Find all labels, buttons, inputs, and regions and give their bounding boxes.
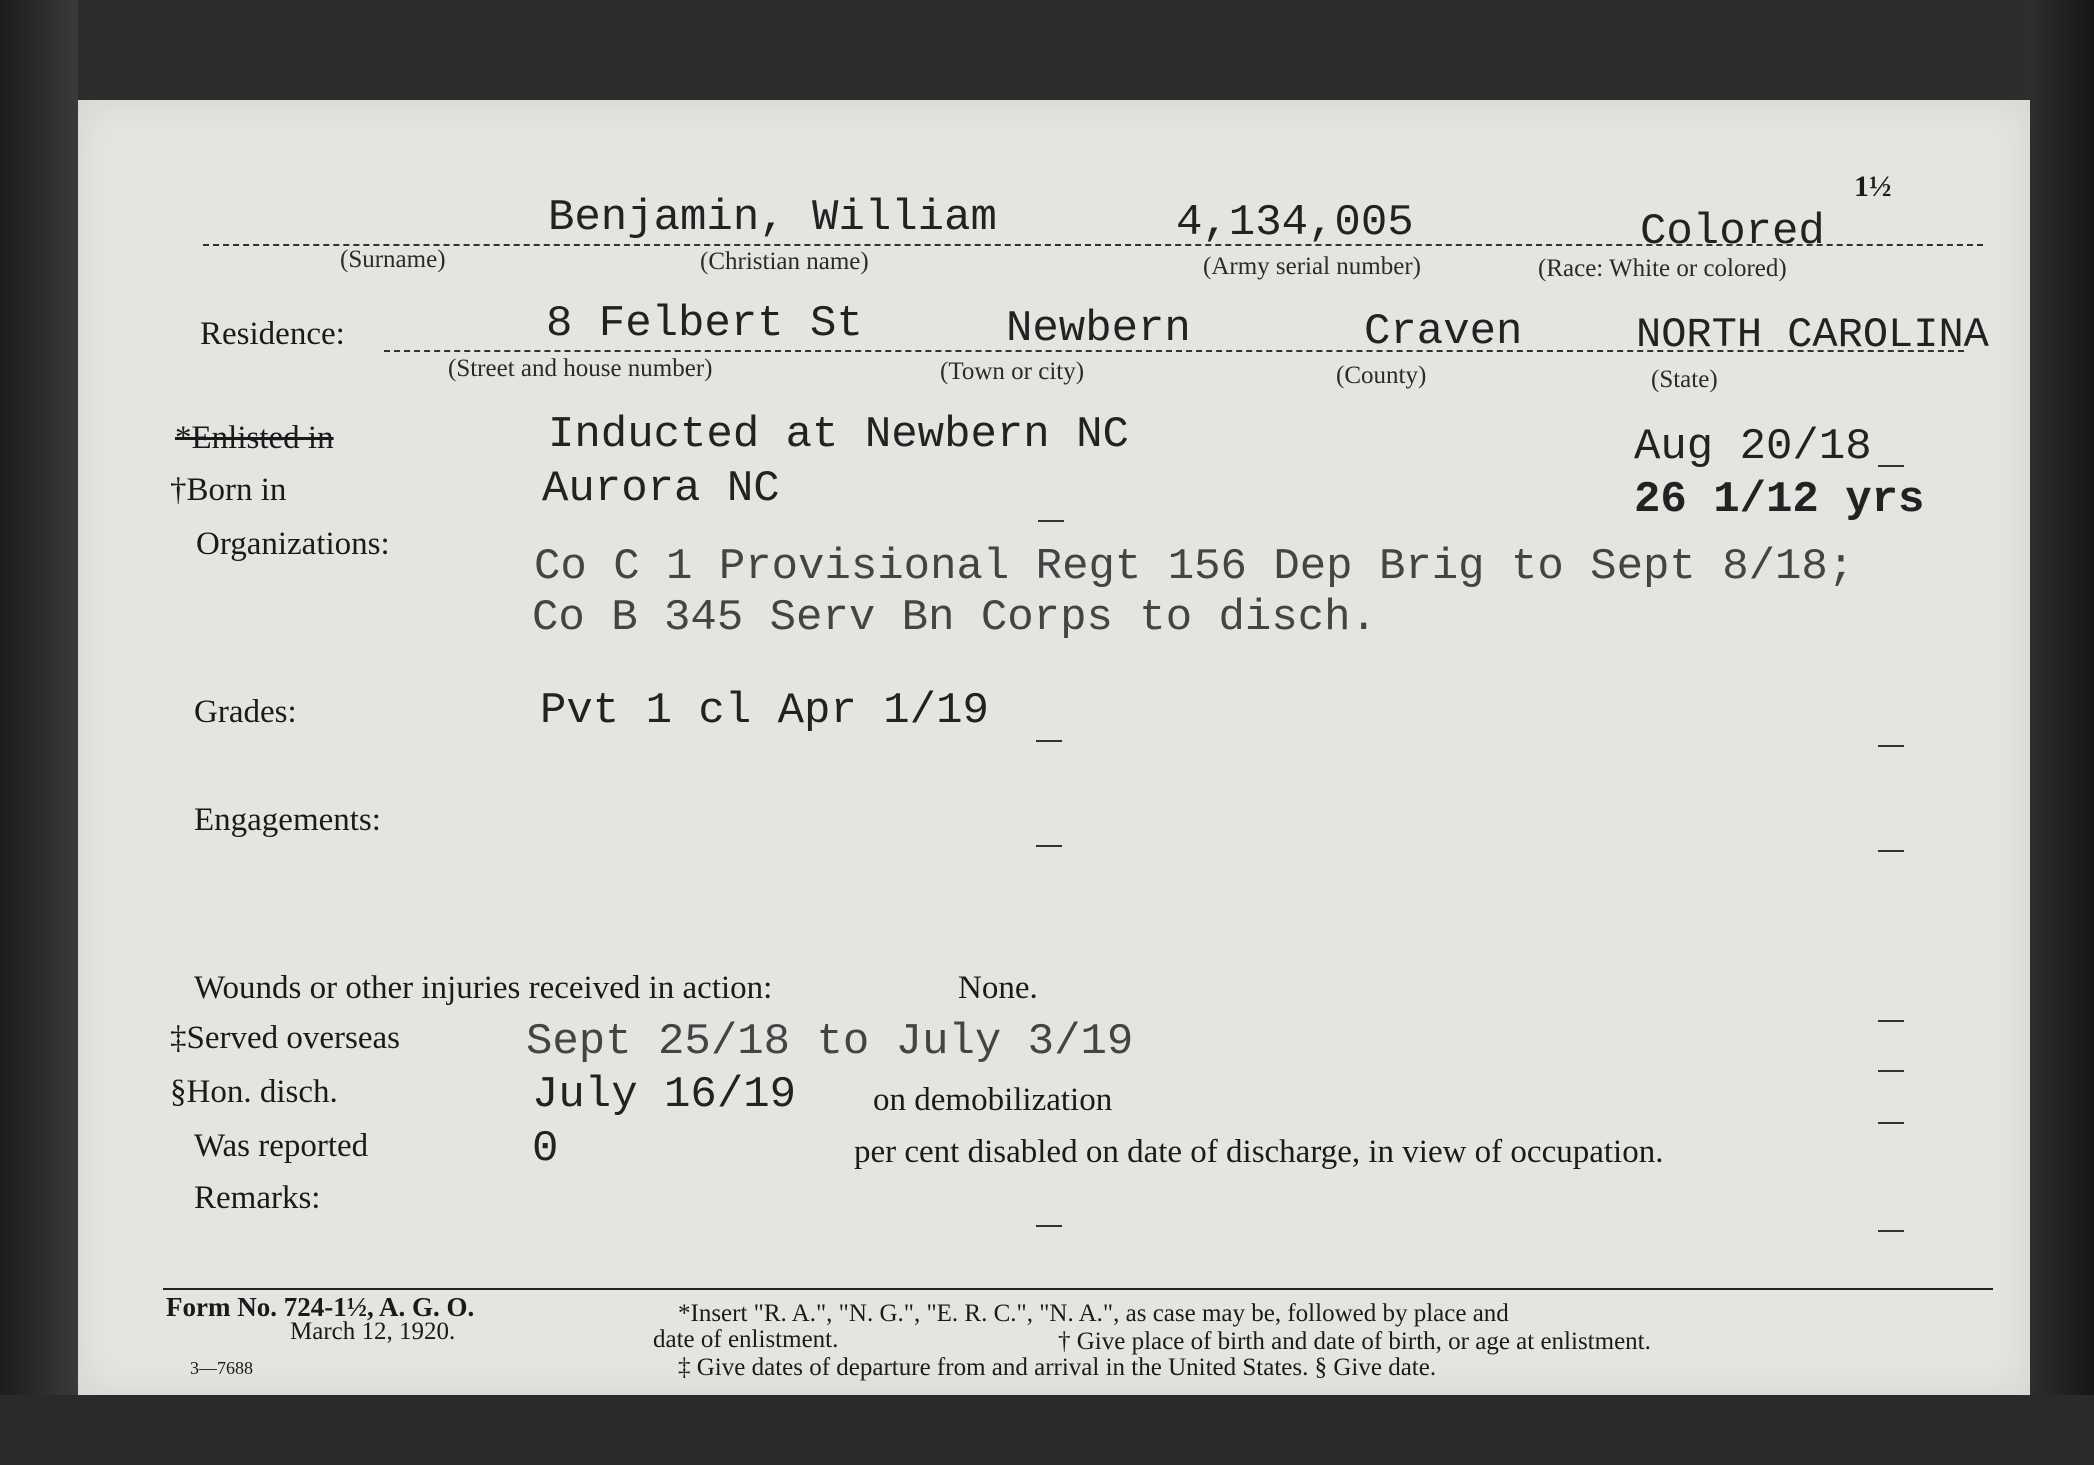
footnote-enlistment-cont: date of enlistment. <box>653 1326 839 1353</box>
grades-label: Grades: <box>194 694 297 730</box>
header-line <box>203 244 1983 246</box>
form-date: March 12, 1920. <box>290 1318 456 1345</box>
reported-note: per cent disabled on date of discharge, in view of occupation. <box>854 1134 1664 1170</box>
enlisted-date: Aug 20/18 <box>1634 422 1872 472</box>
scan-background-top <box>0 0 2094 100</box>
grades-mark-1 <box>1036 740 1062 742</box>
reported-mark <box>1878 1122 1904 1124</box>
organizations-line-1: Co C 1 Provisional Regt 156 Dep Brig to Sept 8/18; <box>534 542 1855 592</box>
residence-county: Craven <box>1364 307 1523 357</box>
born-age: 26 1/12 yrs <box>1634 475 1925 525</box>
serial-number: 4,134,005 <box>1176 198 1414 248</box>
engagements-mark-1 <box>1036 845 1062 847</box>
caption-state: (State) <box>1651 366 1718 393</box>
footnote-dates: ‡ Give dates of departure from and arrival in the United States. § Give date. <box>678 1354 1437 1381</box>
enlisted-date-mark <box>1878 465 1904 467</box>
footnote-enlistment: *Insert "R. A.", "N. G.", "E. R. C.", "N. A.", as case may be, followed by place and <box>678 1300 1509 1327</box>
corner-number: 1½ <box>1854 170 1892 203</box>
form-code: 3—7688 <box>190 1358 253 1378</box>
born-label: †Born in <box>170 472 287 508</box>
caption-race: (Race: White or colored) <box>1538 255 1787 282</box>
record-card <box>78 100 2030 1395</box>
form-number: Form No. 724-1½, A. G. O. <box>166 1292 475 1322</box>
remarks-mark-1 <box>1036 1225 1062 1227</box>
scan-background-bottom <box>0 1395 2094 1465</box>
scan-background-left <box>0 0 78 1465</box>
remarks-label: Remarks: <box>194 1180 321 1216</box>
soldier-name: Benjamin, William <box>548 193 997 243</box>
overseas-value: Sept 25/18 to July 3/19 <box>526 1017 1134 1067</box>
overseas-mark <box>1878 1020 1904 1022</box>
wounds-label: Wounds or other injuries received in action: <box>194 970 773 1006</box>
caption-christian-name: (Christian name) <box>700 248 869 275</box>
reported-value: 0 <box>532 1124 559 1174</box>
engagements-label: Engagements: <box>194 802 381 838</box>
organizations-label: Organizations: <box>196 526 390 562</box>
wounds-value: None. <box>958 970 1038 1006</box>
discharge-note: on demobilization <box>873 1082 1113 1118</box>
engagements-mark-2 <box>1878 850 1904 852</box>
discharge-label: §Hon. disch. <box>170 1074 338 1110</box>
footer-rule <box>163 1288 1993 1290</box>
scan-background-right <box>2030 0 2094 1465</box>
enlisted-value: Inducted at Newbern NC <box>548 410 1129 460</box>
caption-surname: (Surname) <box>340 246 446 273</box>
remarks-mark-2 <box>1878 1230 1904 1232</box>
grades-mark-2 <box>1878 745 1904 747</box>
caption-county: (County) <box>1336 362 1427 389</box>
footnote-birth: † Give place of birth and date of birth, or age at enlistment. <box>1058 1328 1651 1355</box>
residence-state: NORTH CAROLINA <box>1636 311 1989 359</box>
caption-street: (Street and house number) <box>448 355 713 382</box>
residence-street: 8 Felbert St <box>546 299 863 349</box>
residence-town: Newbern <box>1006 304 1191 354</box>
caption-town: (Town or city) <box>940 358 1085 385</box>
grades-value: Pvt 1 cl Apr 1/19 <box>540 686 989 736</box>
discharge-value: July 16/19 <box>532 1070 797 1120</box>
born-mark <box>1038 520 1064 522</box>
residence-line <box>384 350 1964 352</box>
race-value: Colored <box>1640 207 1825 257</box>
reported-label: Was reported <box>194 1128 369 1164</box>
enlisted-label: *Enlisted in <box>175 420 334 456</box>
discharge-mark <box>1878 1070 1904 1072</box>
residence-label: Residence: <box>200 316 345 352</box>
overseas-label: ‡Served overseas <box>170 1020 401 1056</box>
born-value: Aurora NC <box>542 464 780 514</box>
caption-serial: (Army serial number) <box>1203 253 1421 280</box>
organizations-line-2: Co B 345 Serv Bn Corps to disch. <box>532 593 1377 643</box>
